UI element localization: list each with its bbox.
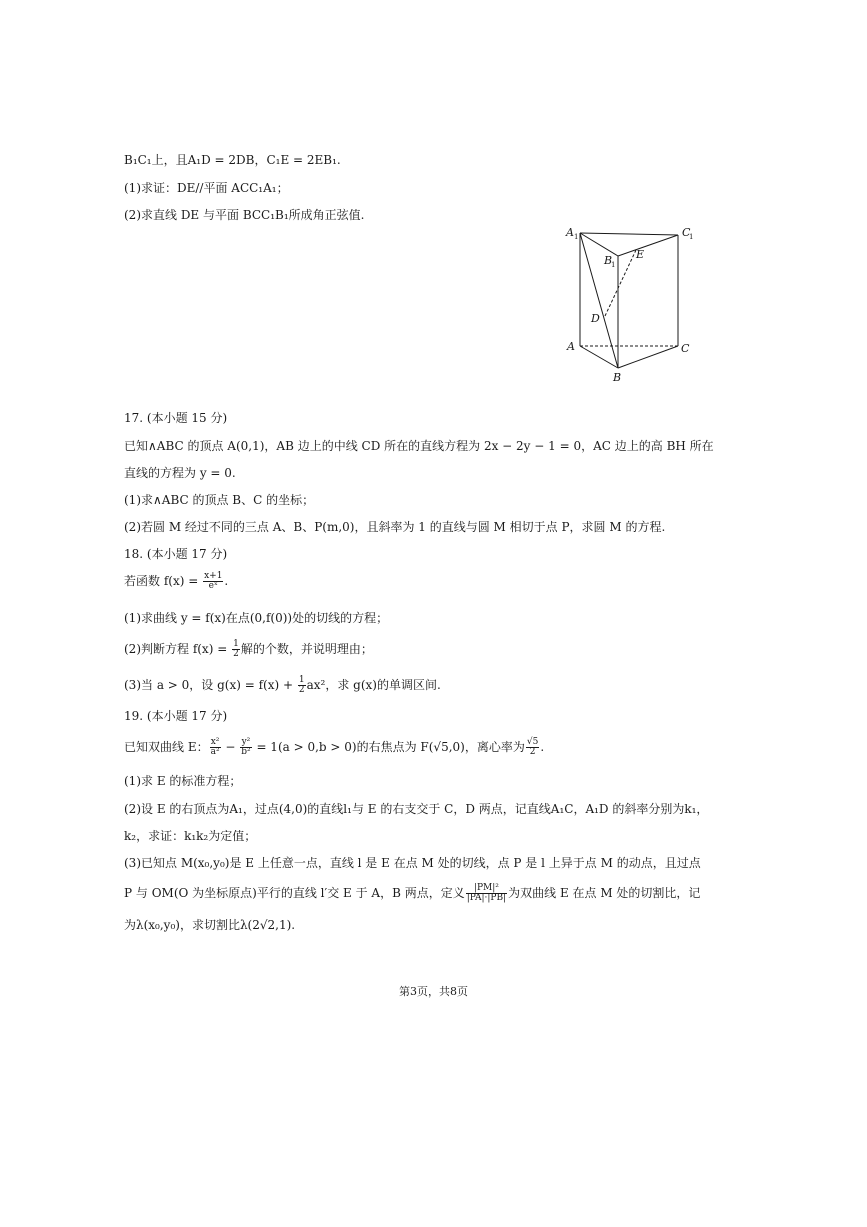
problem19-part3-line2: P 与 OM(O 为坐标原点)平行的直线 l′交 E 于 A，B 两点，定义 $\frac{\text{|PM|²}}{|PA|\cdot|PB|}$ 为双曲线 E 在点 M 处的切割比，记: [124, 883, 701, 903]
problem19-part3-line3: 为λ(x₀,y₀)，求切割比λ(2√2,1).: [124, 918, 296, 932]
fraction: $\frac{1}{2}$: [298, 675, 305, 695]
fraction: $\frac{1}{2}$: [233, 639, 239, 659]
page-footer: 第3页，共8页: [399, 985, 468, 998]
problem17-line1: 已知∧ABC 的顶点 A(0,1)，AB 边上的中线 CD 所在的直线方程为 2x − 2y − 1 = 0，AC 边上的高 BH 所在: [124, 439, 714, 453]
fraction: $\frac{\text{|PM|²}}{|PA|\cdot|PB|}$: [466, 883, 507, 903]
problem18-header: 18. (本小题 17 分): [124, 547, 228, 561]
problem18-line1: 若函数 f(x) = $\frac{x+1}{\text{eˣ}}$ .: [124, 571, 229, 591]
label-a1: A: [566, 226, 574, 239]
problem16-part1: (1)求证：DE//平面 ACC₁A₁；: [124, 181, 289, 195]
problem19-header: 19. (本小题 17 分): [124, 709, 228, 723]
problem16-part2: (2)求直线 DE 与平面 BCC₁B₁所成角正弦值.: [124, 208, 365, 222]
fraction: $\frac{x+1}{\text{eˣ}}$: [204, 571, 223, 591]
label-c1-sub: 1: [689, 233, 694, 241]
problem19-line1: 已知双曲线 E： $\frac{\text{x²}}{\text{a²}}$ − $\frac{\text{y²}}{\text{b²}}$ = 1(a > 0,b > 0)的右焦点为 F(√5,0)，离心率为 $\frac{√5}{2}$ .: [124, 737, 545, 757]
label-e: E: [636, 248, 645, 261]
problem19-part1: (1)求 E 的标准方程；: [124, 774, 242, 788]
label-b: B: [613, 371, 622, 384]
problem19-part3-line1: (3)已知点 M(x₀,y₀)是 E 上任意一点，直线 l 是 E 在点 M 处的切线，点 P 是 l 上异于点 M 的动点，且过点: [124, 856, 701, 870]
fraction: $\frac{\text{y²}}{\text{b²}}$: [241, 737, 251, 757]
problem17-part2: (2)若圆 M 经过不同的三点 A、B、P(m,0)，且斜率为 1 的直线与圆 M 相切于点 P，求圆 M 的方程.: [124, 520, 666, 534]
edge-a1c1: [580, 233, 678, 235]
label-a1-sub: 1: [574, 233, 579, 241]
label-a: A: [567, 340, 575, 353]
problem18-part2: (2)判断方程 f(x) = $\frac{1}{2}$ 解的个数，并说明理由；: [124, 639, 373, 659]
edge-bc: [618, 346, 678, 368]
label-b1-sub: 1: [611, 261, 616, 269]
problem19-part2-line2: k₂，求证：k₁k₂为定值；: [124, 829, 257, 843]
fraction: $\frac{√5}{2}$: [526, 737, 539, 757]
prism-figure: [560, 222, 700, 387]
label-b1: B: [604, 254, 613, 267]
label-c1: C: [682, 226, 691, 239]
problem17-header: 17. (本小题 15 分): [124, 411, 228, 425]
problem17-line2: 直线的方程为 y = 0.: [124, 466, 236, 480]
label-c: C: [681, 342, 690, 355]
problem16-line1: B₁C₁上，且A₁D = 2DB，C₁E = 2EB₁.: [124, 153, 341, 167]
fraction: $\frac{\text{x²}}{\text{a²}}$: [210, 737, 220, 757]
problem18-part3: (3)当 a > 0，设 g(x) = f(x) + $\frac{1}{2}$ ax²，求 g(x)的单调区间.: [124, 675, 441, 695]
problem19-part2-line1: (2)设 E 的右顶点为A₁，过点(4,0)的直线l₁与 E 的右支交于 C，D 两点，记直线A₁C，A₁D 的斜率分别为k₁，: [124, 802, 709, 816]
edge-b1c1: [618, 235, 678, 256]
problem18-part1: (1)求曲线 y = f(x)在点(0,f(0))处的切线的方程；: [124, 611, 389, 625]
label-d: D: [591, 312, 600, 325]
problem17-part1: (1)求∧ABC 的顶点 B、C 的坐标；: [124, 493, 315, 507]
